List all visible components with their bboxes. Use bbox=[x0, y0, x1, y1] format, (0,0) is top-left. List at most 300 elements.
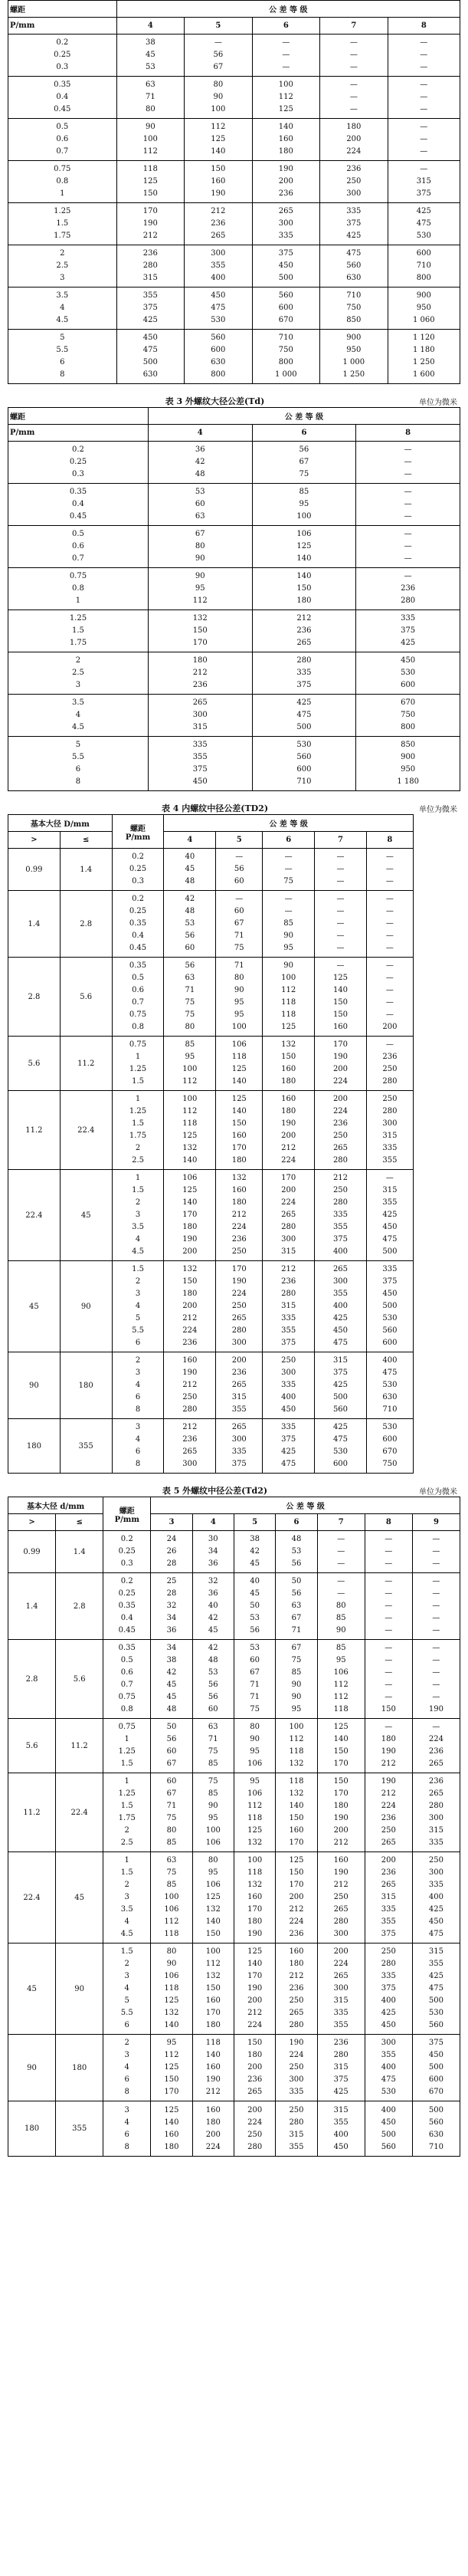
pitch-cell bbox=[8, 119, 117, 161]
cell-value: 150 bbox=[142, 189, 158, 198]
cell-value: 224 bbox=[247, 2118, 263, 2127]
cell-value: 265 bbox=[211, 232, 226, 240]
cell-value: 3 bbox=[135, 1290, 141, 1298]
cell-value: 280 bbox=[382, 1107, 398, 1116]
pitch-cell bbox=[8, 568, 149, 610]
tolerance-cell bbox=[388, 34, 460, 77]
cell-value: 0.75 bbox=[129, 1040, 147, 1049]
cell-value: 160 bbox=[205, 2063, 221, 2072]
cell-value: 560 bbox=[382, 1326, 398, 1335]
cell-value: 400 bbox=[333, 2130, 349, 2139]
diameter-max: 1.4 bbox=[56, 1531, 103, 1573]
tolerance-cell bbox=[192, 2035, 234, 2101]
tolerance-table-t4 bbox=[8, 814, 460, 1474]
cell-value: 8 bbox=[135, 1460, 141, 1468]
cell-value: 36 bbox=[208, 1589, 218, 1598]
cell-value: 500 bbox=[296, 723, 312, 731]
diameter-min: 45 bbox=[8, 1944, 56, 2035]
cell-value: — bbox=[336, 961, 345, 970]
cell-value: — bbox=[282, 63, 290, 71]
cell-value: 1 180 bbox=[397, 777, 419, 786]
cell-value: 265 bbox=[289, 2009, 304, 2017]
cell-value: 132 bbox=[281, 1040, 296, 1049]
cell-value: 280 bbox=[231, 1326, 247, 1335]
diameter-min: 1.4 bbox=[8, 891, 61, 958]
tolerance-cell bbox=[116, 161, 185, 203]
tolerance-cell bbox=[151, 1531, 192, 1573]
diameter-min: 1.4 bbox=[8, 1573, 56, 1640]
cell-value: 75 bbox=[250, 1705, 260, 1714]
cell-value: 212 bbox=[192, 669, 208, 677]
tolerance-cell bbox=[185, 34, 253, 77]
cell-value: 32 bbox=[208, 1577, 218, 1585]
tolerance-cell bbox=[164, 849, 216, 891]
cell-value: 100 bbox=[289, 1723, 304, 1731]
cell-value: 125 bbox=[247, 1826, 263, 1835]
cell-value: 125 bbox=[333, 1723, 349, 1731]
cell-value: 0.75 bbox=[54, 165, 71, 173]
cell-value: 425 bbox=[332, 1314, 349, 1322]
cell-value: 71 bbox=[185, 986, 195, 994]
cell-value: 75 bbox=[299, 470, 309, 478]
cell-value: 375 bbox=[281, 1339, 296, 1347]
tolerance-cell bbox=[317, 1531, 365, 1573]
cell-value: 250 bbox=[289, 2105, 304, 2114]
diameter-header: 基本大径 d/mm bbox=[8, 1497, 103, 1514]
tolerance-cell bbox=[151, 2101, 192, 2157]
pitch-cell bbox=[103, 1573, 151, 1640]
diameter-min: 11.2 bbox=[8, 1091, 61, 1170]
cell-value: 1 bbox=[60, 189, 65, 198]
cell-value: 71 bbox=[166, 1802, 177, 1810]
cell-value: — bbox=[420, 123, 428, 131]
cell-value: 300 bbox=[231, 1339, 247, 1347]
cell-value: — bbox=[214, 38, 222, 47]
cell-value: 75 bbox=[166, 1868, 177, 1877]
cell-value: 450 bbox=[401, 656, 416, 665]
tolerance-cell bbox=[320, 161, 388, 203]
cell-value: 315 bbox=[332, 1356, 349, 1365]
tolerance-cell bbox=[317, 1719, 365, 1773]
cell-value: 0.3 bbox=[56, 63, 69, 71]
cell-value: 1 060 bbox=[412, 316, 435, 324]
cell-value: 53 bbox=[195, 488, 205, 496]
diameter-min: 22.4 bbox=[8, 1852, 56, 1944]
cell-value: — bbox=[337, 1547, 345, 1556]
cell-value: 560 bbox=[211, 334, 226, 342]
table-block-t2 bbox=[8, 0, 460, 384]
cell-value: 300 bbox=[182, 1460, 198, 1468]
cell-value: 160 bbox=[205, 1996, 221, 2005]
cell-value: 530 bbox=[381, 2088, 396, 2096]
cell-value: 38 bbox=[166, 1656, 177, 1664]
tolerance-cell bbox=[412, 1852, 460, 1944]
table-row bbox=[8, 1852, 460, 1944]
cell-value: 265 bbox=[192, 698, 208, 707]
cell-value: — bbox=[349, 93, 358, 101]
table-row bbox=[8, 77, 460, 119]
cell-value: 100 bbox=[142, 135, 158, 143]
tolerance-cell bbox=[151, 1719, 192, 1773]
cell-value: 335 bbox=[278, 232, 293, 240]
table-row bbox=[8, 119, 460, 161]
cell-value: 280 bbox=[381, 1960, 396, 1968]
grade-column-header: 7 bbox=[320, 18, 388, 34]
cell-value: 36 bbox=[208, 1559, 218, 1568]
cell-value: 670 bbox=[401, 698, 416, 707]
cell-value: 250 bbox=[231, 1302, 247, 1310]
grade-column-header: 6 bbox=[252, 18, 320, 34]
tolerance-cell bbox=[116, 34, 185, 77]
tolerance-cell bbox=[276, 1640, 317, 1719]
cell-value: 236 bbox=[211, 219, 226, 228]
cell-value: 190 bbox=[289, 2039, 304, 2047]
tolerance-cell bbox=[252, 610, 356, 652]
cell-value: 36 bbox=[195, 445, 205, 454]
cell-value: — bbox=[385, 1644, 393, 1652]
cell-value: — bbox=[432, 1644, 440, 1652]
pitch-header-label: 螺距 bbox=[119, 1506, 135, 1516]
cell-value: 60 bbox=[208, 1705, 218, 1714]
cell-value: — bbox=[337, 1577, 345, 1585]
cell-value: 67 bbox=[250, 1668, 260, 1677]
cell-value: 1 bbox=[124, 1856, 129, 1865]
cell-value: — bbox=[385, 986, 394, 994]
tolerance-cell bbox=[116, 245, 185, 288]
cell-value: 355 bbox=[289, 2142, 304, 2151]
cell-value: 630 bbox=[382, 1393, 398, 1401]
cell-value: 0.35 bbox=[118, 1644, 136, 1652]
cell-value: 375 bbox=[428, 2039, 443, 2047]
cell-value: 67 bbox=[291, 1614, 302, 1622]
cell-value: 4 bbox=[60, 304, 65, 312]
tolerance-cell bbox=[252, 737, 356, 791]
tolerance-cell bbox=[356, 526, 460, 568]
cell-value: 160 bbox=[278, 135, 293, 143]
pitch-cell bbox=[112, 1037, 164, 1091]
tolerance-cell bbox=[356, 568, 460, 610]
tolerance-cell bbox=[252, 526, 356, 568]
cell-value: 140 bbox=[296, 554, 312, 563]
cell-value: 450 bbox=[142, 334, 158, 342]
cell-value: 60 bbox=[250, 1656, 260, 1664]
cell-value: 95 bbox=[208, 1868, 218, 1877]
cell-value: 63 bbox=[195, 512, 205, 521]
tolerance-cell bbox=[366, 1037, 413, 1091]
cell-value: 90 bbox=[250, 1735, 260, 1743]
cell-value: 140 bbox=[231, 1107, 247, 1116]
tolerance-cell bbox=[192, 1640, 234, 1719]
cell-value: 160 bbox=[333, 1856, 349, 1865]
pitch-header-label: 螺距 bbox=[130, 824, 146, 833]
cell-value: 80 bbox=[208, 1856, 218, 1865]
cell-value: 212 bbox=[281, 1265, 296, 1273]
cell-value: 53 bbox=[145, 63, 155, 71]
tolerance-cell bbox=[151, 1640, 192, 1719]
tolerance-cell bbox=[252, 484, 356, 526]
cell-value: 250 bbox=[382, 1095, 398, 1103]
cell-value: 2 bbox=[135, 1277, 141, 1286]
cell-value: 2 bbox=[124, 1960, 129, 1968]
pitch-cell bbox=[8, 288, 117, 330]
cell-value: 4 bbox=[135, 1381, 141, 1389]
diameter-max: 180 bbox=[56, 2035, 103, 2101]
cell-value: 71 bbox=[250, 1681, 260, 1689]
cell-value: 53 bbox=[250, 1644, 260, 1652]
cell-value: 200 bbox=[247, 2105, 263, 2114]
pitch-unit-header: P/mm bbox=[8, 18, 117, 34]
table-row bbox=[8, 2101, 460, 2157]
cell-value: 4 bbox=[124, 1984, 129, 1993]
cell-value: 475 bbox=[211, 304, 226, 312]
cell-value: 190 bbox=[278, 165, 293, 173]
cell-value: 750 bbox=[401, 711, 416, 719]
cell-value: — bbox=[337, 1559, 345, 1568]
grade-header: 公 差 等 级 bbox=[116, 1, 460, 18]
table-block-t4 bbox=[8, 791, 460, 1474]
tolerance-cell bbox=[252, 77, 320, 119]
cell-value: 335 bbox=[192, 741, 208, 749]
tolerance-cell bbox=[315, 1170, 367, 1261]
tolerance-cell bbox=[252, 695, 356, 737]
cell-value: 90 bbox=[335, 1626, 346, 1635]
cell-value: 200 bbox=[247, 2063, 263, 2072]
cell-value: — bbox=[385, 895, 394, 903]
cell-value: 250 bbox=[346, 177, 362, 186]
cell-value: 170 bbox=[231, 1265, 247, 1273]
gt-header: > bbox=[8, 832, 61, 849]
cell-value: — bbox=[284, 907, 293, 915]
diameter-max: 11.2 bbox=[56, 1719, 103, 1773]
tolerance-cell bbox=[388, 288, 460, 330]
tolerance-cell bbox=[317, 1852, 365, 1944]
cell-value: 450 bbox=[192, 777, 208, 786]
cell-value: 180 bbox=[205, 2021, 221, 2029]
grade-column-header: 8 bbox=[356, 425, 460, 442]
cell-value: 42 bbox=[195, 458, 205, 466]
tolerance-cell bbox=[315, 1037, 367, 1091]
cell-value: 118 bbox=[289, 1747, 304, 1756]
cell-value: 375 bbox=[332, 1368, 349, 1377]
diameter-max: 2.8 bbox=[56, 1573, 103, 1640]
cell-value: 0.25 bbox=[118, 1547, 136, 1556]
cell-value: 710 bbox=[382, 1405, 398, 1414]
cell-value: 95 bbox=[283, 944, 294, 952]
cell-value: 355 bbox=[332, 1290, 349, 1298]
tolerance-table-t5 bbox=[8, 1497, 460, 2157]
cell-value: 95 bbox=[208, 1814, 218, 1822]
cell-value: 150 bbox=[333, 1777, 349, 1786]
table-row bbox=[8, 1531, 460, 1573]
table-row bbox=[8, 330, 460, 384]
cell-value: — bbox=[385, 944, 394, 952]
cell-value: 95 bbox=[291, 1705, 302, 1714]
cell-value: 315 bbox=[281, 1247, 296, 1256]
tolerance-cell bbox=[366, 1352, 413, 1419]
cell-value: 63 bbox=[166, 1856, 177, 1865]
cell-value: 190 bbox=[231, 1277, 247, 1286]
cell-value: 67 bbox=[166, 1760, 177, 1768]
cell-value: 5.5 bbox=[71, 753, 84, 761]
cell-value: 118 bbox=[247, 1814, 263, 1822]
cell-value: 160 bbox=[182, 1356, 198, 1365]
cell-value: 400 bbox=[428, 1893, 443, 1901]
tolerance-cell bbox=[216, 1261, 263, 1352]
header-row bbox=[8, 18, 460, 34]
cell-value: 265 bbox=[281, 1211, 296, 1219]
cell-value: 106 bbox=[247, 1789, 263, 1798]
cell-value: — bbox=[349, 38, 358, 47]
le-header: ≤ bbox=[60, 832, 112, 849]
cell-value: 4.5 bbox=[132, 1247, 144, 1256]
cell-value: 112 bbox=[333, 1681, 349, 1689]
grade-column-header: 5 bbox=[185, 18, 253, 34]
tolerance-cell bbox=[356, 652, 460, 695]
table-row bbox=[8, 1261, 460, 1352]
cell-value: 236 bbox=[401, 584, 416, 593]
grade-column-header: 4 bbox=[164, 832, 216, 849]
cell-value: 250 bbox=[247, 2130, 263, 2139]
cell-value: 950 bbox=[401, 765, 416, 774]
diameter-max: 5.6 bbox=[56, 1640, 103, 1719]
cell-value: 0.25 bbox=[118, 1589, 136, 1598]
tolerance-cell bbox=[365, 1719, 412, 1773]
cell-value: 1.5 bbox=[120, 1947, 133, 1956]
cell-value: 6 bbox=[135, 1393, 141, 1401]
cell-value: 34 bbox=[166, 1614, 177, 1622]
cell-value: 335 bbox=[382, 1265, 398, 1273]
gt-header: > bbox=[8, 1514, 56, 1531]
cell-value: 118 bbox=[231, 1053, 247, 1061]
cell-value: 1 bbox=[135, 1053, 141, 1061]
cell-value: 132 bbox=[247, 1881, 263, 1889]
cell-value: — bbox=[385, 1577, 393, 1585]
cell-value: 3 bbox=[124, 2051, 129, 2059]
cell-value: 212 bbox=[182, 1314, 198, 1322]
cell-value: 118 bbox=[247, 1868, 263, 1877]
cell-value: — bbox=[385, 907, 394, 915]
cell-value: 180 bbox=[192, 656, 208, 665]
cell-value: — bbox=[432, 1547, 440, 1556]
diameter-min: 22.4 bbox=[8, 1170, 61, 1261]
cell-value: 170 bbox=[332, 1040, 349, 1049]
cell-value: — bbox=[432, 1626, 440, 1635]
tolerance-cell bbox=[388, 77, 460, 119]
cell-value: 6 bbox=[75, 765, 81, 774]
tolerance-cell bbox=[366, 1091, 413, 1170]
tolerance-cell bbox=[276, 1531, 317, 1573]
pitch-header: 螺距 bbox=[8, 1, 117, 18]
cell-value: — bbox=[404, 572, 412, 580]
cell-value: 67 bbox=[299, 458, 309, 466]
cell-value: 500 bbox=[428, 2105, 443, 2114]
tolerance-cell bbox=[356, 610, 460, 652]
cell-value: 140 bbox=[164, 2118, 179, 2127]
cell-value: 355 bbox=[382, 1156, 398, 1165]
cell-value: 125 bbox=[289, 1856, 304, 1865]
cell-value: 118 bbox=[289, 1777, 304, 1786]
cell-value: 315 bbox=[381, 1893, 396, 1901]
tolerance-cell bbox=[252, 245, 320, 288]
cell-value: 300 bbox=[428, 1814, 443, 1822]
cell-value: 475 bbox=[281, 1460, 296, 1468]
cell-value: 600 bbox=[401, 681, 416, 689]
table-row bbox=[8, 1091, 460, 1170]
cell-value: — bbox=[385, 877, 394, 886]
cell-value: 4 bbox=[135, 1302, 141, 1310]
tolerance-cell bbox=[164, 891, 216, 958]
cell-value: 315 bbox=[289, 2130, 304, 2139]
cell-value: 34 bbox=[166, 1644, 177, 1652]
cell-value: 3 bbox=[60, 274, 65, 282]
cell-value: 265 bbox=[278, 207, 293, 215]
table-row bbox=[8, 1170, 460, 1261]
cell-value: 236 bbox=[281, 1277, 296, 1286]
cell-value: 315 bbox=[333, 1996, 349, 2005]
cell-value: 5 bbox=[60, 334, 65, 342]
cell-value: 300 bbox=[346, 189, 362, 198]
cell-value: 0.8 bbox=[56, 177, 69, 186]
cell-value: — bbox=[235, 853, 244, 861]
cell-value: 425 bbox=[428, 1905, 443, 1914]
cell-value: 236 bbox=[182, 1339, 198, 1347]
tolerance-cell bbox=[317, 1573, 365, 1640]
tolerance-cell bbox=[151, 1573, 192, 1640]
tolerance-cell bbox=[116, 330, 185, 384]
tolerance-cell bbox=[365, 1531, 412, 1573]
cell-value: 200 bbox=[381, 1856, 396, 1865]
tolerance-cell bbox=[252, 119, 320, 161]
table-row bbox=[8, 1419, 460, 1474]
cell-value: — bbox=[420, 38, 428, 47]
cell-value: 265 bbox=[296, 639, 312, 647]
tolerance-cell bbox=[365, 1852, 412, 1944]
cell-value: 85 bbox=[185, 1040, 195, 1049]
cell-value: 56 bbox=[291, 1589, 302, 1598]
cell-value: 160 bbox=[231, 1132, 247, 1140]
cell-value: 170 bbox=[247, 1905, 263, 1914]
cell-value: 106 bbox=[164, 1972, 179, 1980]
cell-value: 112 bbox=[192, 596, 208, 605]
cell-value: 80 bbox=[185, 1023, 195, 1031]
cell-value: 400 bbox=[211, 274, 226, 282]
grade-column-header: 8 bbox=[388, 18, 460, 34]
cell-value: 170 bbox=[333, 1760, 349, 1768]
tolerance-cell bbox=[356, 484, 460, 526]
diameter-min: 180 bbox=[8, 2101, 56, 2157]
cell-value: 45 bbox=[250, 1559, 260, 1568]
cell-value: 224 bbox=[381, 1802, 396, 1810]
cell-value: 224 bbox=[332, 1077, 349, 1086]
cell-value: 200 bbox=[332, 1095, 349, 1103]
tolerance-cell bbox=[252, 288, 320, 330]
cell-value: 280 bbox=[401, 596, 416, 605]
cell-value: 118 bbox=[205, 2039, 221, 2047]
cell-value: 800 bbox=[278, 358, 293, 366]
cell-value: 0.2 bbox=[132, 853, 144, 861]
cell-value: 0.6 bbox=[132, 986, 144, 994]
cell-value: 95 bbox=[250, 1747, 260, 1756]
cell-value: 112 bbox=[164, 2051, 179, 2059]
cell-value: 56 bbox=[185, 961, 195, 970]
cell-value: 95 bbox=[335, 1656, 346, 1664]
cell-value: 100 bbox=[281, 974, 296, 982]
cell-value: 224 bbox=[346, 147, 362, 156]
cell-value: 132 bbox=[289, 1789, 304, 1798]
cell-value: 60 bbox=[185, 944, 195, 952]
cell-value: 600 bbox=[416, 249, 431, 258]
cell-value: 475 bbox=[428, 1930, 443, 1938]
